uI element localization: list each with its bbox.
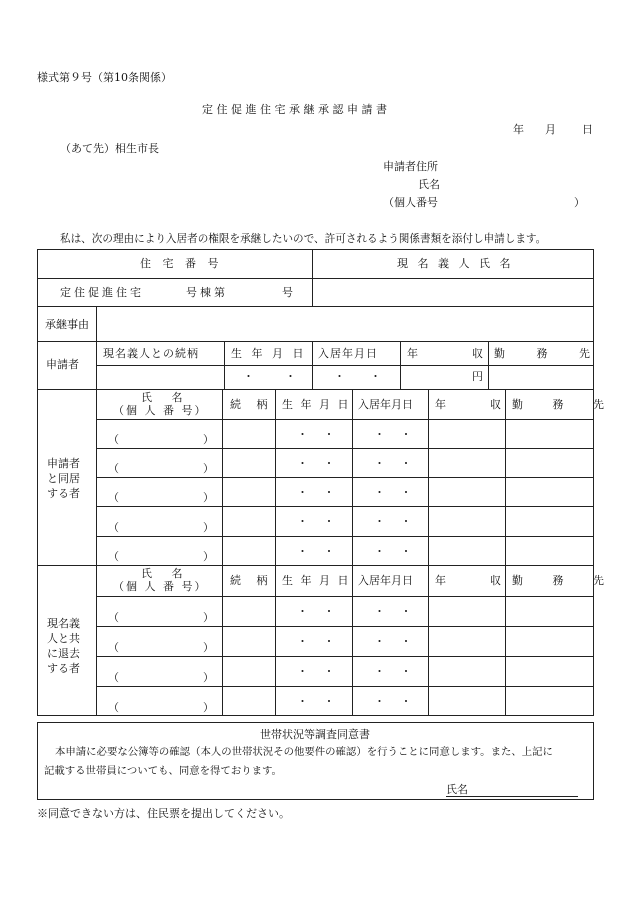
reason-label: 承継事由 <box>45 318 89 331</box>
col-income-b: 収 <box>472 347 483 360</box>
cohab-row-2-birth-dots: ・ ・ <box>297 457 341 470</box>
cohab-row-5-birth-dots: ・ ・ <box>297 545 341 558</box>
col-work: 勤 務 先 <box>494 347 604 360</box>
date-day: 日 <box>582 123 593 136</box>
footer-note: ※同意できない方は、住民票を提出してください。 <box>37 807 290 820</box>
leaver-row-2-birth-dots: ・ ・ <box>297 635 341 648</box>
cohab-row-4-birth-dots: ・ ・ <box>297 515 341 528</box>
house-room: 号 <box>282 286 293 299</box>
leaver-row-4-birth-dots: ・ ・ <box>297 695 341 708</box>
leaver-row-3-movein-dots: ・ ・ <box>374 665 418 678</box>
leaver-row-2-close: ） <box>203 641 214 654</box>
cohab-h-income-b: 収 <box>490 398 501 411</box>
leaver-row-4-close: ） <box>203 701 214 714</box>
leaver-h-name: 氏 名 <box>141 567 191 580</box>
applicant-id-close: ） <box>574 196 585 209</box>
leaver-label-3: に退去 <box>47 647 80 660</box>
leaver-row-1-close: ） <box>203 611 214 624</box>
cohab-row-3-open: （ <box>108 491 119 504</box>
cohab-row-2-open: （ <box>108 462 119 475</box>
leaver-h-relation: 続 柄 <box>230 574 274 587</box>
cohab-h-income-a: 年 <box>435 398 446 411</box>
cohab-h-id: （個 人 番 号） <box>113 404 208 417</box>
leaver-row-3-birth-dots: ・ ・ <box>297 665 341 678</box>
consent-name-label: 氏名 <box>446 783 468 796</box>
cohab-h-birth: 生 年 月 日 <box>282 398 351 411</box>
leaver-row-3-close: ） <box>203 671 214 684</box>
cohab-h-work: 勤 務 先 <box>512 398 617 411</box>
leaver-row-1-movein-dots: ・ ・ <box>374 605 418 618</box>
form-number: 様式第９号（第10条関係） <box>37 71 172 84</box>
cohab-row-5-open: （ <box>108 550 119 563</box>
consent-signature-line[interactable] <box>446 796 578 797</box>
leaver-label-1: 現名義 <box>47 617 80 630</box>
cohab-row-2-close: ） <box>203 462 214 475</box>
leaver-row-3-open: （ <box>108 671 119 684</box>
cohab-row-4-open: （ <box>108 521 119 534</box>
current-holder-label: 現 名 義 人 氏 名 <box>397 257 514 270</box>
col-income-a: 年 <box>407 347 418 360</box>
applicant-birth-dot-1: ・ <box>243 370 254 383</box>
cohab-label-3: する者 <box>47 487 80 500</box>
cohab-label-1: 申請者 <box>47 457 80 470</box>
applicant-birth-dot-2: ・ <box>285 370 296 383</box>
cohab-row-3-birth-dots: ・ ・ <box>297 486 341 499</box>
leaver-row-4-movein-dots: ・ ・ <box>374 695 418 708</box>
consent-line-2: 記載する世帯員についても、同意を得ております。 <box>44 765 282 777</box>
applicant-address-label: 申請者住所 <box>383 160 438 173</box>
applicant-name-label: 氏名 <box>418 178 440 191</box>
cohab-h-relation: 続 柄 <box>230 398 274 411</box>
addressee: （あて先）相生市長 <box>60 142 159 155</box>
cohab-row-1-close: ） <box>203 433 214 446</box>
cohab-row-4-movein-dots: ・ ・ <box>374 515 418 528</box>
applicant-label: 申請者 <box>46 358 79 371</box>
leaver-h-birth: 生 年 月 日 <box>282 574 351 587</box>
cohab-h-movein: 入居年月日 <box>358 398 413 411</box>
leaver-row-4-open: （ <box>108 701 119 714</box>
cohab-label-2: と同居 <box>47 472 80 485</box>
col-relation-to-holder: 現名義人との続柄 <box>103 347 199 360</box>
cohab-row-5-movein-dots: ・ ・ <box>374 545 418 558</box>
document-title: 定 住 促 進 住 宅 承 継 承 認 申 請 書 <box>202 103 387 116</box>
leaver-h-income-a: 年 <box>435 574 446 587</box>
cohab-row-1-movein-dots: ・ ・ <box>374 428 418 441</box>
applicant-movein-dot-2: ・ <box>370 370 381 383</box>
consent-title: 世帯状況等調査同意書 <box>260 728 370 741</box>
house-number-label: 住 宅 番 号 <box>140 257 223 270</box>
cohab-row-5-close: ） <box>203 550 214 563</box>
leaver-h-income-b: 収 <box>490 574 501 587</box>
col-birth: 生 年 月 日 <box>231 347 307 360</box>
intro-text: 私は、次の理由により入居者の権限を承継したいので、許可されるよう関係書類を添付し申請します。 <box>60 233 547 245</box>
cohab-row-4-close: ） <box>203 521 214 534</box>
cohab-h-name: 氏 名 <box>141 391 191 404</box>
leaver-row-2-movein-dots: ・ ・ <box>374 635 418 648</box>
leaver-label-2: 人と共 <box>47 632 80 645</box>
consent-line-1: 本申請に必要な公簿等の確認（本人の世帯状況その他要件の確認）を行うことに同意します。また、上記に <box>55 746 553 758</box>
leaver-label-4: する者 <box>47 662 80 675</box>
cohab-row-3-close: ） <box>203 491 214 504</box>
leaver-row-2-open: （ <box>108 641 119 654</box>
leaver-h-movein: 入居年月日 <box>358 574 413 587</box>
cohab-row-3-movein-dots: ・ ・ <box>374 486 418 499</box>
house-building: 号棟第 <box>186 286 228 299</box>
leaver-h-id: （個 人 番 号） <box>113 580 208 593</box>
cohab-row-1-birth-dots: ・ ・ <box>297 428 341 441</box>
date-month: 月 <box>545 123 556 136</box>
applicant-id-label: （個人番号 <box>383 196 438 209</box>
cohab-row-1-open: （ <box>108 433 119 446</box>
leaver-row-1-open: （ <box>108 611 119 624</box>
leaver-row-1-birth-dots: ・ ・ <box>297 605 341 618</box>
applicant-movein-dot-1: ・ <box>334 370 345 383</box>
applicant-yen: 円 <box>472 370 483 383</box>
col-move-in: 入居年月日 <box>318 347 378 360</box>
leaver-h-work: 勤 務 先 <box>512 574 617 587</box>
house-prefix: 定住促進住宅 <box>60 286 144 299</box>
date-year: 年 <box>513 123 524 136</box>
cohab-row-2-movein-dots: ・ ・ <box>374 457 418 470</box>
